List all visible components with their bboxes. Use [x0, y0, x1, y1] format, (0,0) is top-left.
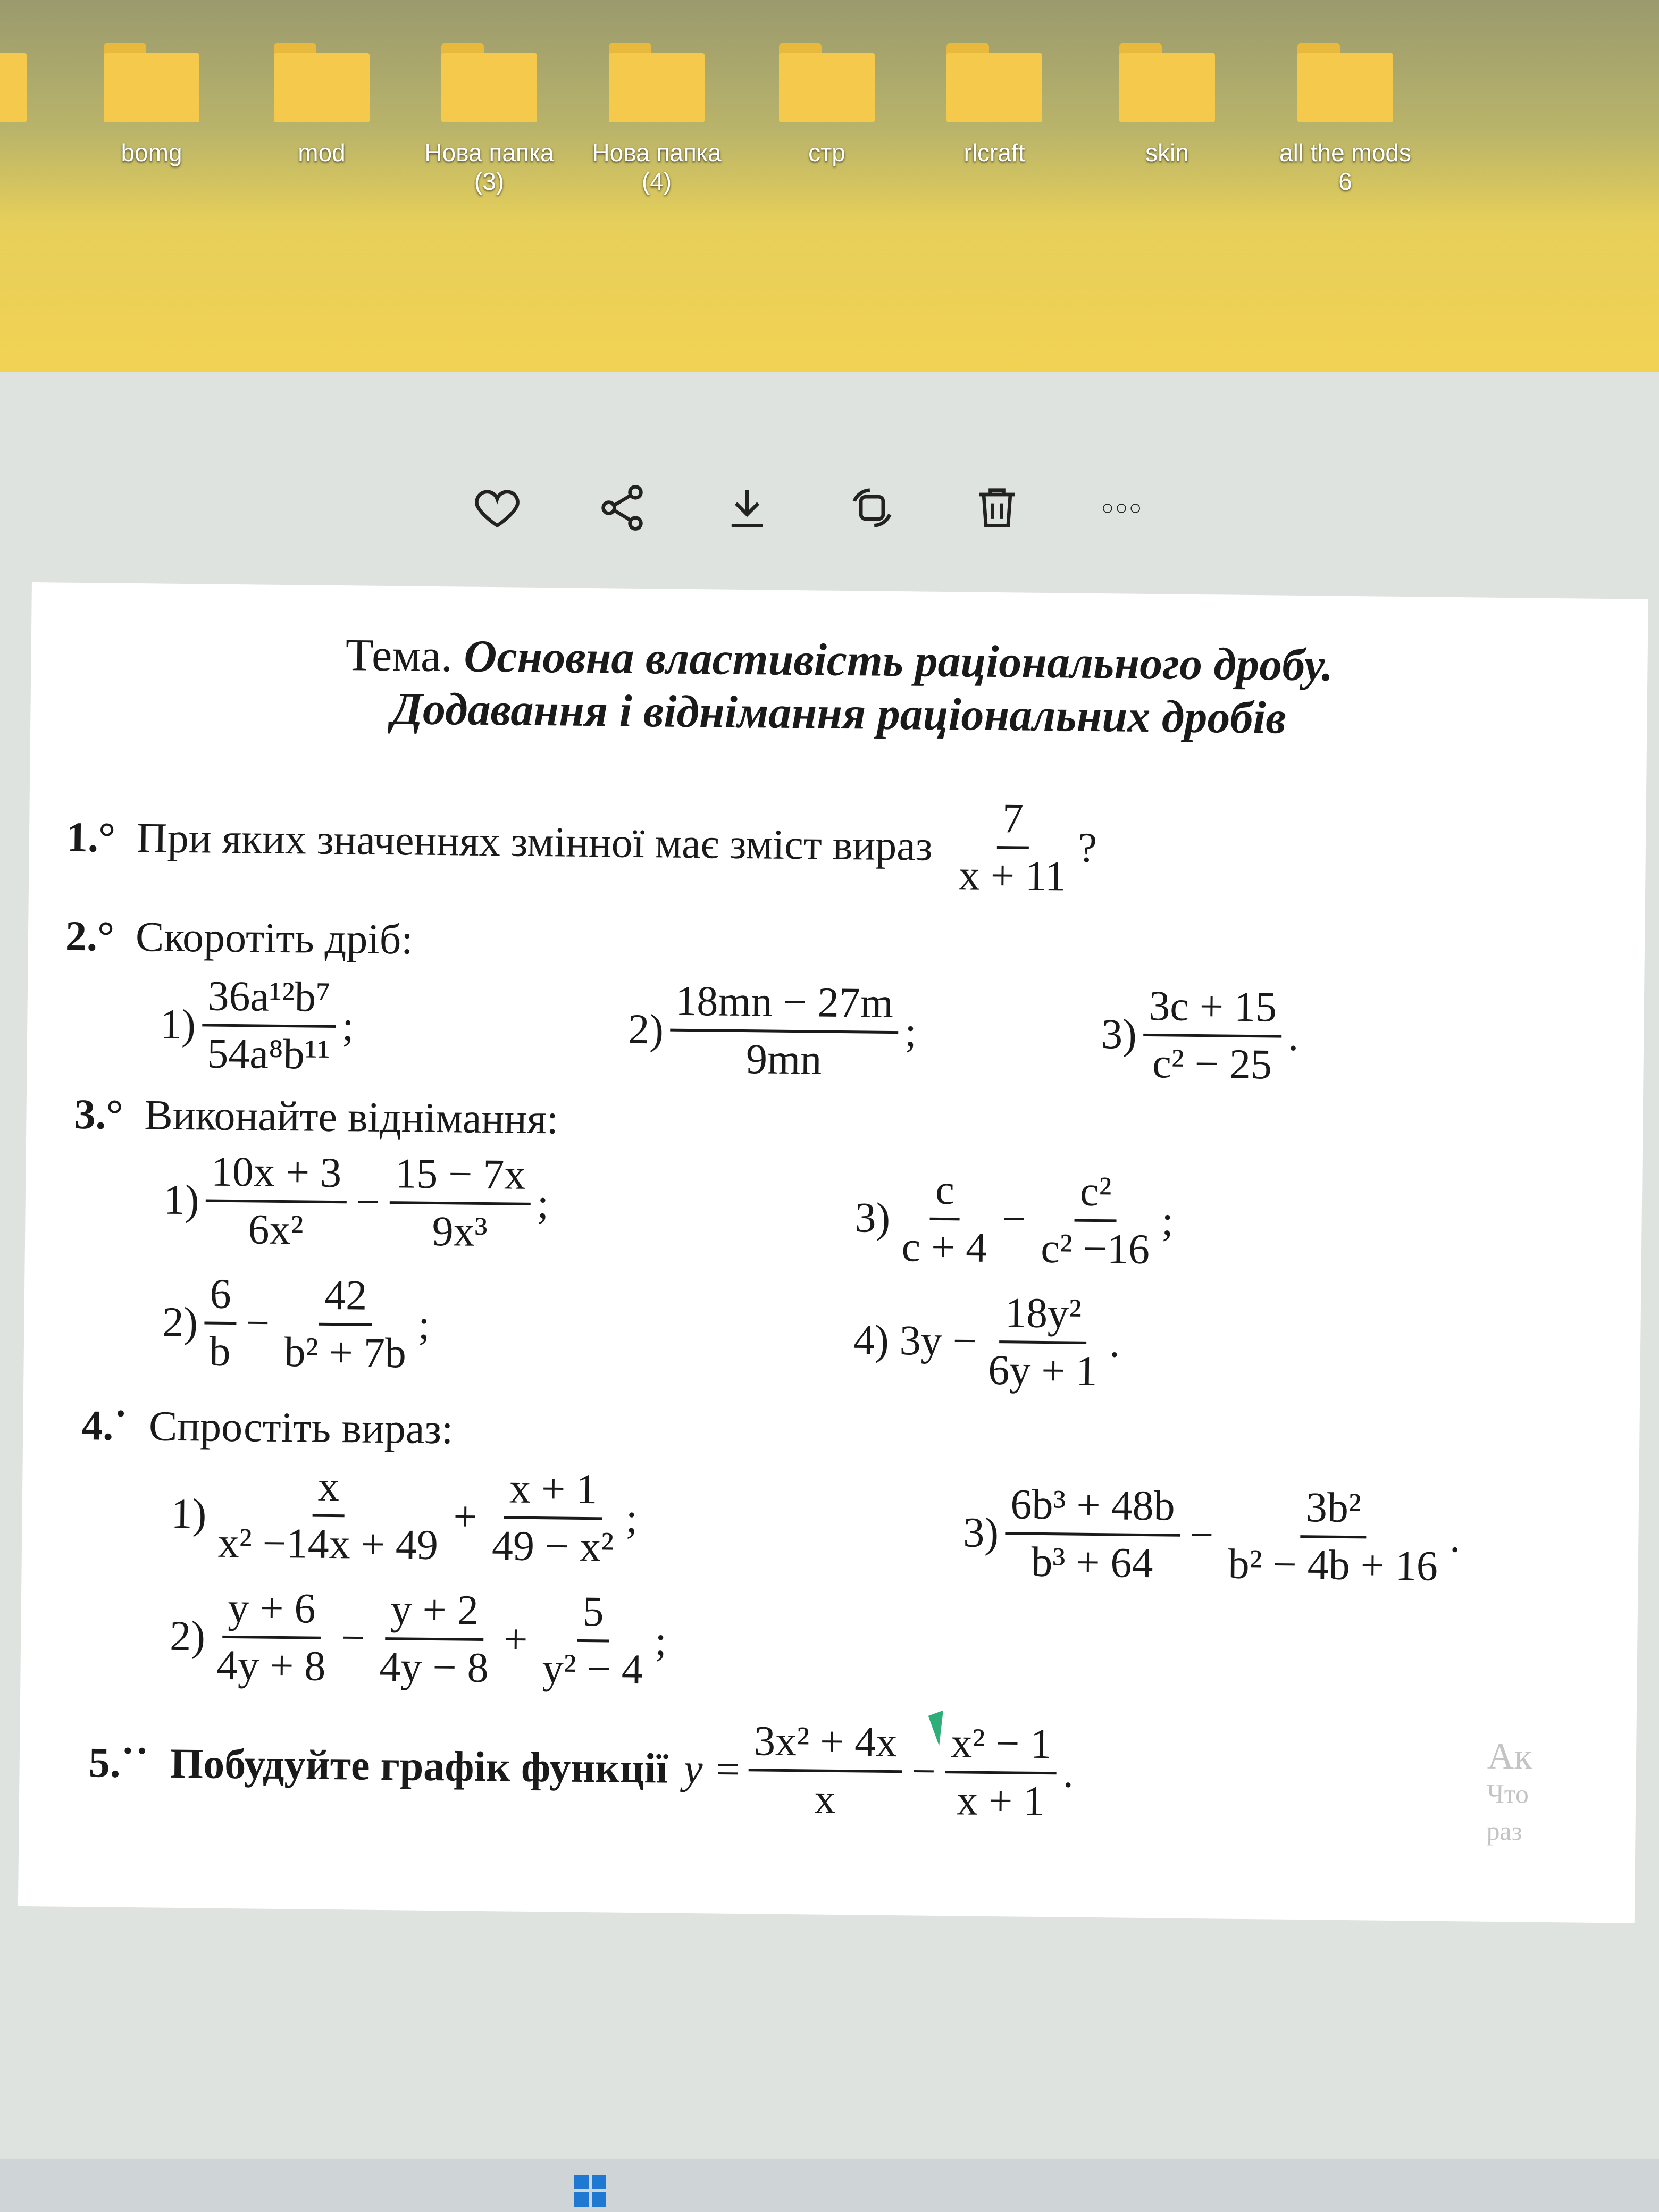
folder-label	[0, 138, 64, 167]
fraction	[389, 1150, 531, 1257]
numerator: 15 − 7x	[390, 1150, 531, 1205]
fraction	[896, 1166, 993, 1272]
q4-item-1	[171, 1461, 638, 1572]
denominator: x	[814, 1775, 836, 1823]
item-label: 1)	[163, 1176, 199, 1224]
folder-icon	[609, 43, 705, 122]
numerator: 42	[319, 1271, 373, 1326]
desktop-folder[interactable]	[237, 21, 407, 167]
numerator: 3b²	[1300, 1484, 1367, 1538]
denominator: x + 11	[958, 852, 1067, 900]
taskbar	[0, 2159, 1659, 2212]
q3-item-3	[854, 1165, 1174, 1274]
trash-icon	[970, 481, 1024, 534]
folder-label: skin	[1145, 139, 1189, 166]
numerator: 18y²	[999, 1289, 1087, 1344]
fraction	[205, 1147, 347, 1255]
fraction	[374, 1586, 495, 1692]
folder-label: mod	[298, 139, 346, 166]
download-button[interactable]	[718, 479, 776, 537]
denominator: 4y − 8	[379, 1643, 489, 1692]
fraction	[212, 1462, 444, 1570]
denominator: x² −14x + 49	[217, 1519, 439, 1569]
activation-watermark-line-3: раз	[1486, 1815, 1522, 1846]
item-label: 3)	[854, 1194, 891, 1242]
numerator: y + 2	[385, 1586, 484, 1641]
heart-icon	[471, 481, 524, 534]
delete-button[interactable]	[968, 479, 1026, 537]
question-5	[88, 1710, 1074, 1826]
numerator: 6	[204, 1270, 237, 1325]
desktop-wallpaper	[0, 0, 1659, 372]
question-2	[65, 912, 414, 965]
fraction	[1035, 1167, 1156, 1274]
folder-icon	[946, 43, 1042, 122]
folder-icon	[104, 43, 199, 122]
denominator: 9x³	[432, 1208, 488, 1256]
rotate-button[interactable]	[843, 479, 901, 537]
numerator: 5	[577, 1588, 609, 1643]
desktop-folder[interactable]	[66, 21, 237, 167]
folder-label: all the mods 6	[1279, 139, 1411, 195]
download-icon	[720, 481, 774, 534]
expression-prefix: 3y −	[899, 1317, 977, 1365]
question-number: 5.˙˙	[88, 1739, 149, 1787]
folder-icon	[274, 43, 370, 122]
item-label: 2)	[162, 1298, 198, 1346]
question-number: 2.°	[65, 912, 115, 960]
denominator: 49 − x²	[491, 1522, 614, 1571]
question-text: Побудуйте графік функції	[170, 1740, 668, 1792]
numerator: 10x + 3	[205, 1147, 347, 1203]
operator: −	[1002, 1196, 1027, 1243]
punctuation: ;	[625, 1495, 638, 1543]
q4-item-3	[962, 1480, 1461, 1591]
punctuation: .	[1449, 1514, 1461, 1562]
question-number: 1.°	[66, 814, 116, 861]
denominator: b² + 7b	[284, 1329, 407, 1377]
item-label: 1)	[160, 1001, 196, 1049]
punctuation: ;	[417, 1301, 430, 1348]
desktop-folder[interactable]	[1260, 21, 1430, 196]
operator: −	[340, 1614, 365, 1662]
question-text: Спростіть вираз:	[148, 1403, 454, 1453]
numerator: 18mn − 27m	[670, 977, 899, 1034]
numerator: 6b³ + 48b	[1005, 1480, 1180, 1536]
fraction	[537, 1587, 649, 1694]
q4-item-2	[169, 1583, 667, 1695]
share-button[interactable]	[593, 479, 651, 537]
rotate-icon	[845, 481, 899, 534]
denominator: y² − 4	[542, 1645, 643, 1694]
folder-icon	[779, 43, 875, 122]
favorite-button[interactable]	[468, 479, 526, 537]
fraction	[748, 1717, 903, 1824]
function-lhs: y =	[683, 1745, 743, 1794]
folder-label: rlcraft	[963, 139, 1025, 166]
denominator: 9mn	[745, 1036, 822, 1084]
denominator: b³ + 64	[1030, 1538, 1154, 1587]
denominator: 54a⁸b¹¹	[206, 1030, 331, 1078]
item-label: 1)	[171, 1490, 207, 1538]
viewer-toolbar	[468, 479, 1151, 537]
item-label: 2)	[627, 1006, 664, 1053]
punctuation: ;	[1161, 1197, 1174, 1245]
title-line-1: Основна властивість раціонального дробу.	[463, 630, 1334, 691]
question-4	[81, 1402, 454, 1454]
punctuation: ;	[904, 1009, 917, 1056]
numerator: 7	[996, 794, 1029, 849]
denominator: 4y + 8	[216, 1641, 326, 1690]
question-number: 3.°	[74, 1091, 123, 1138]
numerator: x	[312, 1463, 345, 1518]
folder-label: Нова папка (3)	[424, 139, 554, 195]
denominator: x + 1	[956, 1777, 1045, 1825]
fraction	[487, 1464, 620, 1572]
operator: −	[911, 1748, 936, 1795]
numerator: 3x² + 4x	[749, 1717, 903, 1773]
fraction	[279, 1271, 412, 1378]
item-label: 4)	[853, 1317, 890, 1364]
numerator: c²	[1074, 1168, 1117, 1222]
item-label: 2)	[169, 1612, 206, 1660]
title-line-2: Додавання і віднімання раціональних дробів	[391, 683, 1287, 743]
punctuation: ?	[1078, 824, 1097, 872]
fraction	[1222, 1483, 1444, 1591]
numerator: c	[930, 1166, 960, 1221]
fraction	[1143, 982, 1283, 1090]
punctuation: ;	[537, 1180, 549, 1228]
numerator: x + 1	[504, 1464, 603, 1520]
punctuation: ;	[341, 1003, 354, 1050]
numerator: y + 6	[222, 1584, 321, 1639]
desktop-folder[interactable]	[742, 21, 912, 167]
desktop-folder[interactable]	[404, 21, 574, 196]
folder-icon	[0, 43, 27, 122]
denominator: 6x²	[248, 1206, 304, 1254]
question-1	[66, 785, 1097, 901]
numerator: 3c + 15	[1143, 982, 1283, 1038]
activation-watermark-line-2: Что	[1487, 1778, 1529, 1809]
item-label: 3)	[962, 1509, 999, 1557]
numerator: x² − 1	[945, 1719, 1057, 1774]
more-icon: ○○○	[1101, 496, 1143, 520]
share-icon	[596, 481, 649, 534]
operator: −	[356, 1178, 381, 1226]
document-page	[18, 582, 1648, 1923]
fraction	[669, 977, 899, 1085]
question-text: Скоротіть дріб:	[135, 914, 414, 963]
denominator: b² − 4b + 16	[1228, 1540, 1438, 1590]
punctuation: ;	[655, 1618, 667, 1665]
operator: +	[503, 1616, 528, 1663]
folder-label: bomg	[121, 139, 182, 166]
numerator: 36a¹²b⁷	[202, 972, 336, 1028]
q2-item-2	[627, 977, 917, 1086]
operator: −	[1189, 1511, 1214, 1559]
activation-watermark-line-1: Ак	[1487, 1736, 1532, 1778]
operator: +	[453, 1493, 478, 1540]
folder-icon	[1297, 43, 1393, 122]
fraction	[983, 1289, 1103, 1396]
fraction	[211, 1584, 332, 1691]
question-text: При яких значеннях змінної має зміст вираз	[136, 815, 933, 870]
item-label: 3)	[1101, 1011, 1137, 1058]
q3-item-4	[853, 1287, 1120, 1396]
operator: −	[245, 1300, 270, 1347]
denominator: c + 4	[901, 1224, 987, 1271]
q3-item-1	[163, 1147, 549, 1258]
start-button[interactable]	[574, 2175, 606, 2207]
title-prefix: Тема.	[345, 629, 453, 682]
denominator: b	[209, 1328, 231, 1375]
question-3	[74, 1091, 558, 1144]
more-button[interactable]	[1093, 479, 1151, 537]
folder-icon	[1119, 43, 1215, 122]
fraction	[1004, 1480, 1180, 1588]
desktop-folder[interactable]	[572, 21, 742, 196]
punctuation: .	[1287, 1012, 1299, 1060]
q2-item-1	[160, 972, 354, 1080]
folder-label: Нова папка (4)	[592, 139, 722, 195]
denominator: c² −16	[1040, 1225, 1150, 1273]
question-number: 4.˙	[81, 1402, 128, 1449]
fraction	[953, 794, 1072, 901]
desktop-folder[interactable]	[909, 21, 1079, 167]
fraction	[204, 1270, 237, 1376]
punctuation: .	[1062, 1749, 1074, 1797]
q3-item-2	[162, 1270, 430, 1378]
denominator: c² − 25	[1152, 1040, 1272, 1088]
punctuation: .	[1109, 1319, 1120, 1367]
desktop-folder[interactable]	[0, 21, 64, 167]
q2-item-3	[1101, 982, 1299, 1090]
question-text: Виконайте віднімання:	[144, 1092, 559, 1143]
folder-icon	[441, 43, 537, 122]
folder-label: стр	[808, 139, 845, 166]
denominator: 6y + 1	[987, 1346, 1097, 1395]
fraction	[945, 1719, 1057, 1826]
fraction	[202, 972, 336, 1079]
desktop-folder[interactable]	[1082, 21, 1252, 167]
